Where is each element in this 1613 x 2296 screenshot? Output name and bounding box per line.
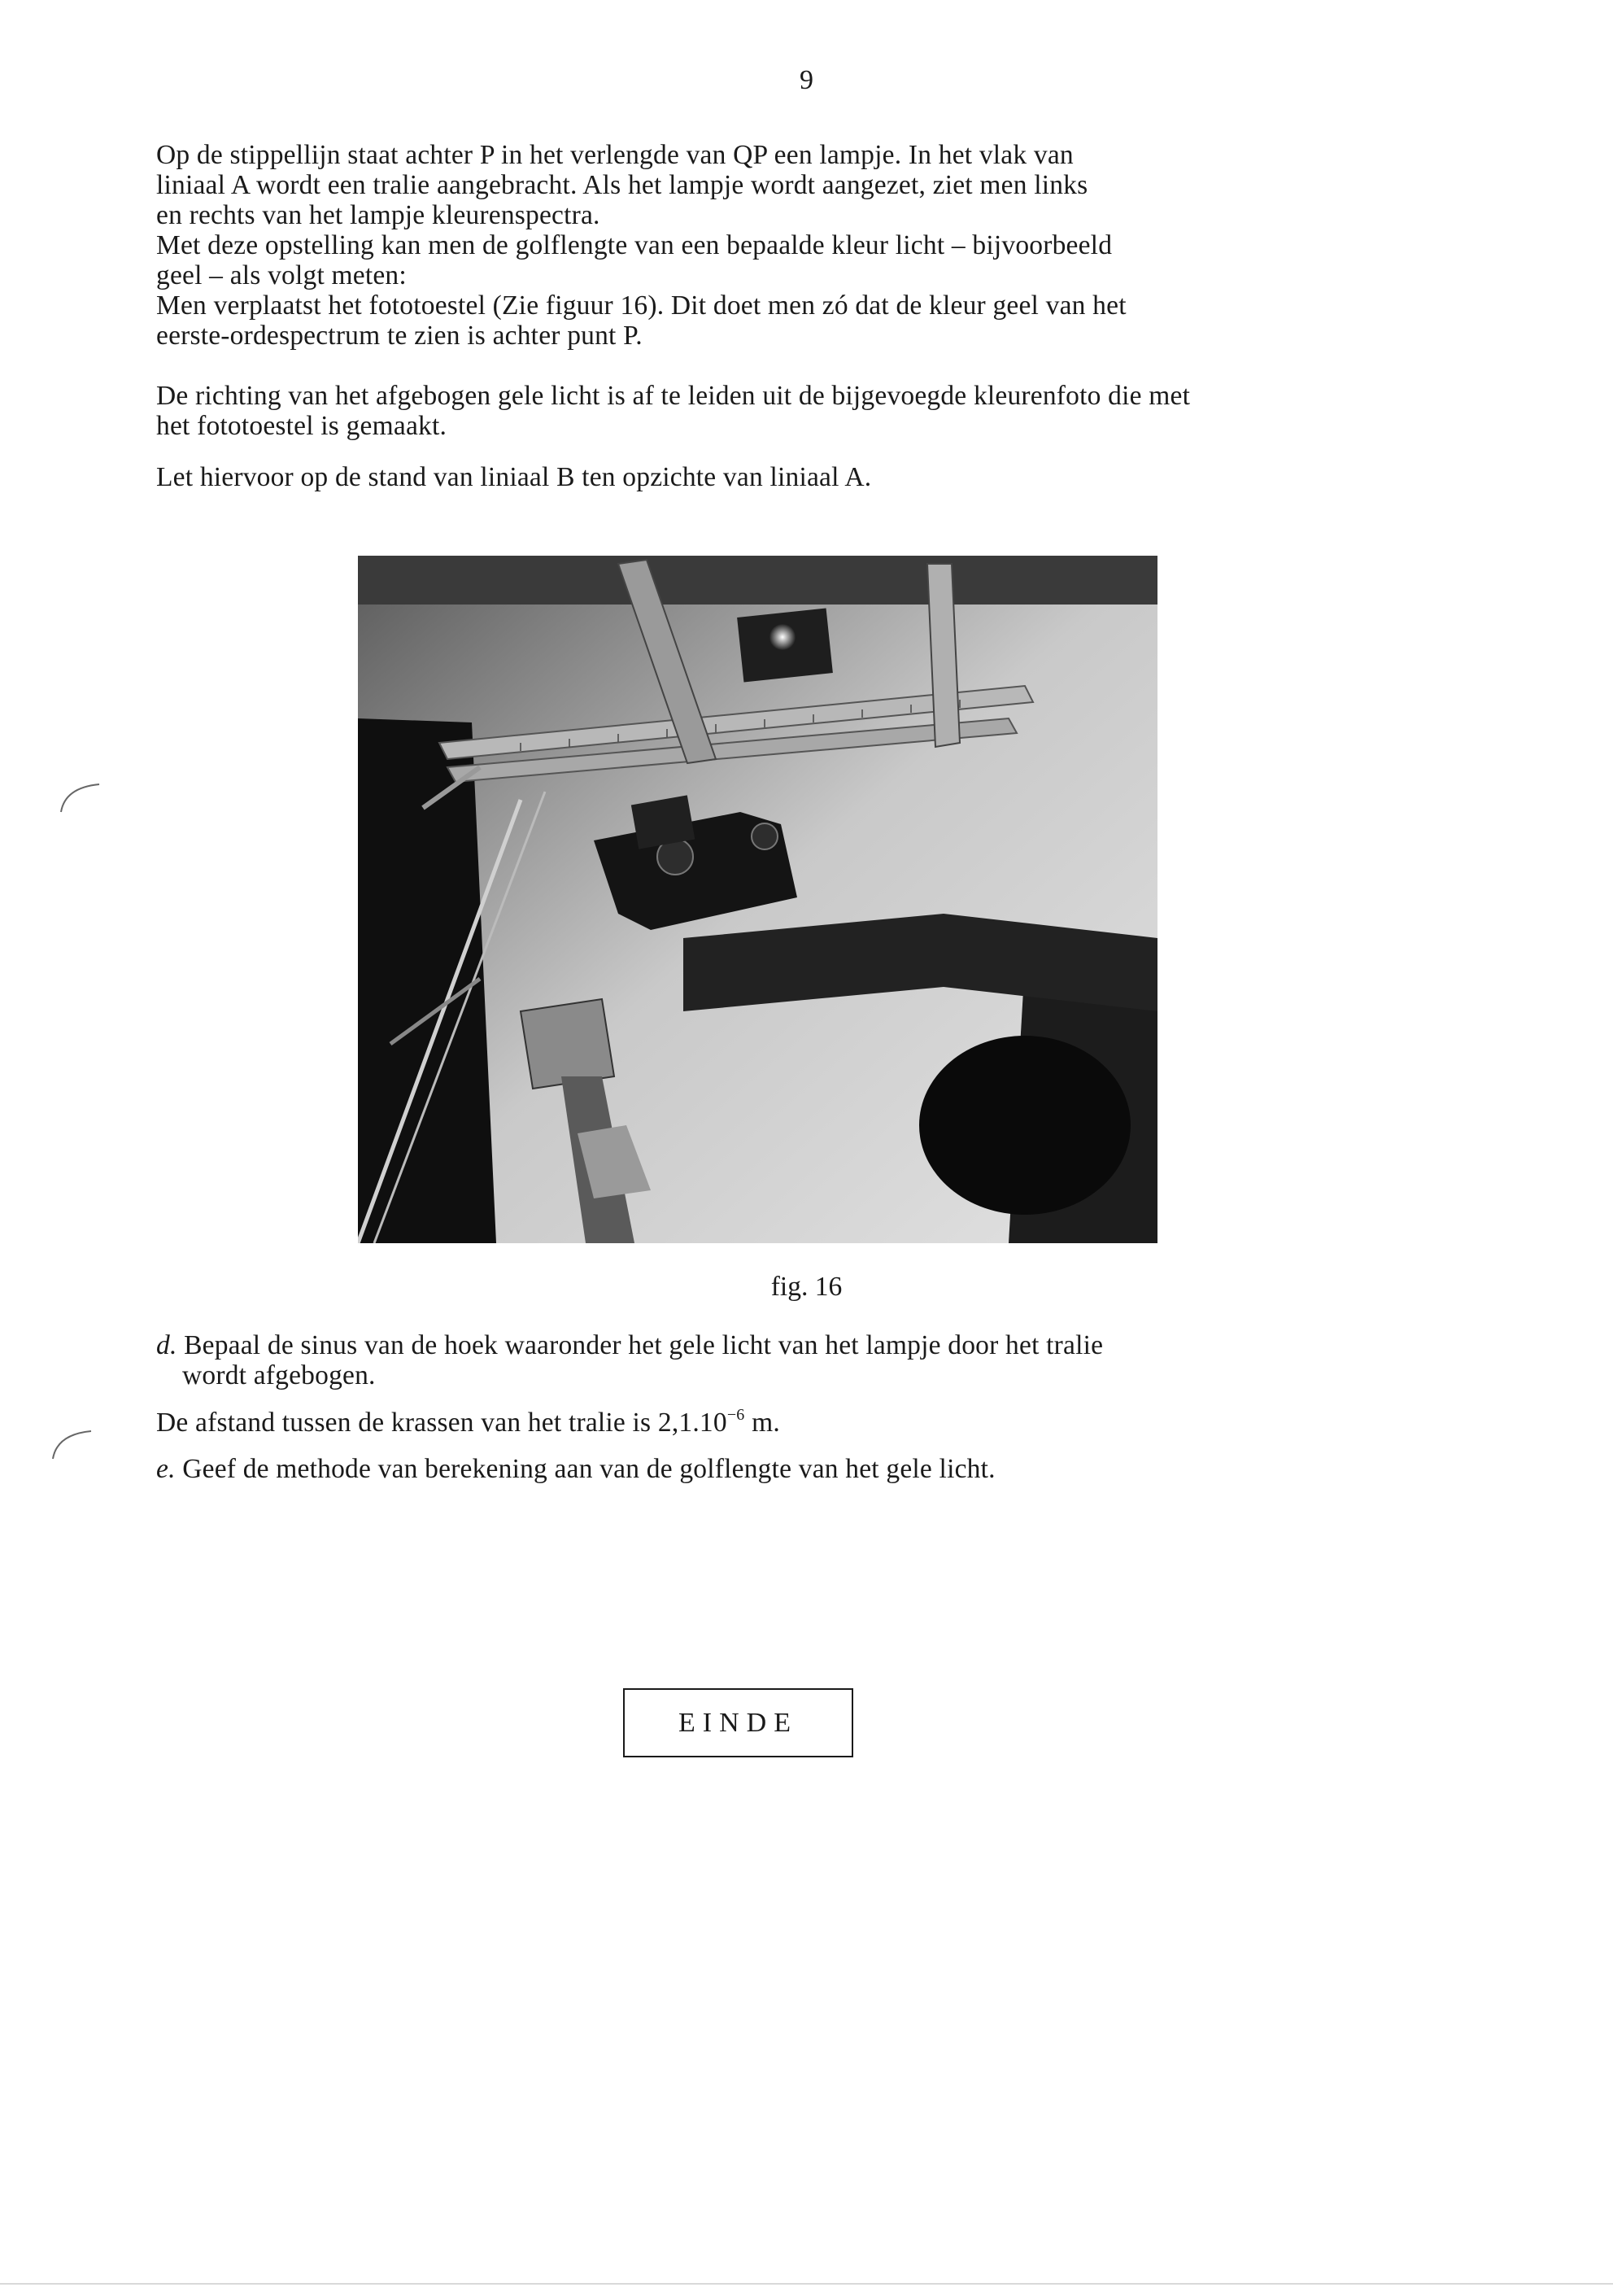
paragraph-line: De richting van het afgebogen gele licht is af te leiden uit de bijgevoegde kleurenfoto die met	[156, 381, 1191, 411]
paragraph-line: het fototoestel is gemaakt.	[156, 411, 447, 441]
paragraph-line: Met deze opstelling kan men de golflengte van een bepaalde kleur licht – bijvoorbeeld	[156, 230, 1113, 260]
figure-16-photo	[358, 556, 1157, 1243]
grating-distance-unit: m.	[744, 1408, 780, 1438]
page-number: 9	[800, 65, 813, 95]
end-box: EINDE	[623, 1688, 853, 1757]
paragraph-line: liniaal A wordt een tralie aangebracht. Als het lampje wordt aangezet, ziet men links	[156, 170, 1088, 200]
question-e-label: e.	[156, 1454, 176, 1484]
question-d-line	[156, 1330, 1425, 1360]
question-e	[156, 1454, 1425, 1484]
question-d-label: d.	[156, 1330, 177, 1360]
paragraph-line: geel – als volgt meten:	[156, 260, 407, 290]
paragraph-line: Let hiervoor op de stand van liniaal B ten opzichte van liniaal A.	[156, 462, 872, 492]
question-d-line: wordt afgebogen.	[182, 1360, 376, 1390]
paragraph-line: Op de stippellijn staat achter P in het verlengde van QP een lampje. In het vlak van	[156, 140, 1074, 170]
camera-setup-photo	[358, 556, 1157, 1243]
scan-bottom-edge	[0, 2283, 1613, 2285]
question-e-line	[156, 1454, 1425, 1484]
grating-distance-paragraph	[156, 1408, 1425, 1438]
question-e-text: Geef de methode van berekening aan van de golflengte van het gele licht.	[182, 1454, 996, 1484]
figure-caption: fig. 16	[770, 1272, 843, 1302]
intro-paragraph	[156, 140, 1425, 351]
grating-distance-exponent: −6	[726, 1406, 745, 1424]
punch-hole-mark	[57, 781, 106, 814]
direction-paragraph	[156, 381, 1425, 441]
paragraph-line: en rechts van het lampje kleurenspectra.	[156, 200, 600, 230]
punch-hole-mark	[49, 1428, 98, 1460]
question-d-text: Bepaal de sinus van de hoek waaronder het gele licht van het lampje door het tralie	[184, 1330, 1104, 1360]
question-d	[156, 1330, 1425, 1390]
ruler-note-paragraph	[156, 462, 1425, 492]
paragraph-line: Men verplaatst het fototoestel (Zie figuur 16). Dit doet men zó dat de kleur geel van het	[156, 290, 1127, 321]
grating-distance-text: De afstand tussen de krassen van het tralie is 2,1.10	[156, 1408, 727, 1438]
grating-distance-line	[156, 1408, 1425, 1438]
paragraph-line: eerste-ordespectrum te zien is achter punt P.	[156, 321, 643, 351]
